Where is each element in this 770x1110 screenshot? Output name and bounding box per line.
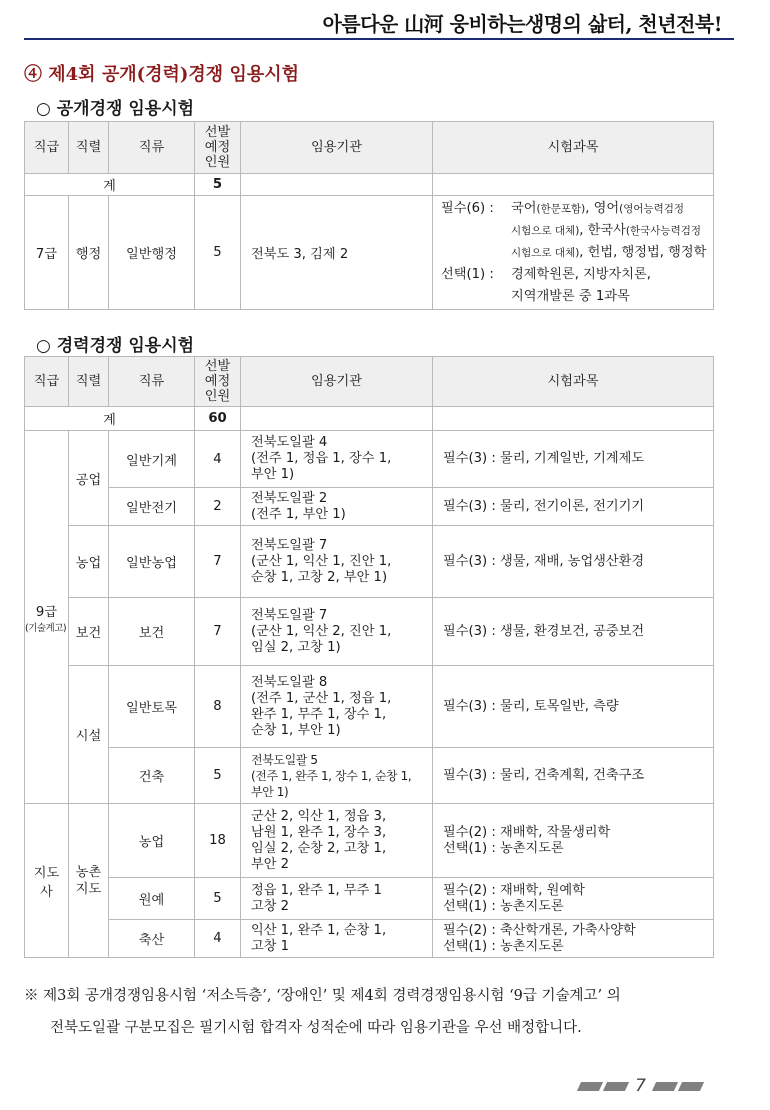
page-number: 7 — [635, 1076, 646, 1096]
subject-text: , 한국사 — [579, 222, 626, 238]
series-cell: 농촌 지도 — [69, 804, 109, 958]
agency-line: (전주 1, 완주 1, 장수 1, 순창 1, — [251, 768, 412, 783]
table-header-row — [25, 122, 714, 174]
agency-line: 익산 1, 완주 1, 순창 1, — [251, 922, 387, 938]
footnote-line: ※ 제3회 공개경쟁임용시험 ‘저소득층’, ‘장애인’ 및 제4회 경력경쟁임용시험 ‘9급 기술계고’ 의 — [24, 988, 621, 1004]
table-row — [25, 920, 714, 958]
quota-cell: 4 — [195, 431, 241, 488]
agency-cell — [241, 598, 433, 666]
header-series: 직렬 — [69, 122, 109, 174]
agency-cell — [241, 488, 433, 526]
quota-cell: 5 — [195, 748, 241, 804]
subjects-cell — [433, 748, 714, 804]
subject-text: 경제학원론, 지방자치론, — [511, 266, 651, 282]
agency-cell: 전북도 3, 김제 2 — [241, 196, 433, 310]
footer-bar-decoration — [678, 1082, 704, 1091]
agency-line: 임실 2, 순창 2, 고창 1, — [251, 840, 387, 856]
optional-label: 선택(1) : — [441, 266, 494, 282]
table-row — [25, 878, 714, 920]
subject-line: 필수(3) : 물리, 건축계획, 건축구조 — [443, 767, 645, 783]
total-value: 60 — [195, 407, 241, 431]
header-quota-line: 선발 — [204, 125, 231, 140]
agency-line: (군산 1, 익산 1, 진안 1, — [251, 553, 392, 569]
subject-line: 필수(3) : 생물, 재배, 농업생산환경 — [443, 553, 645, 569]
agency-line: 전북도일괄 5 — [251, 752, 318, 767]
subject-text: 국어 — [511, 200, 537, 216]
class-cell: 건축 — [109, 748, 195, 804]
subjects-cell — [433, 196, 714, 310]
required-label: 필수(6) : — [441, 200, 494, 216]
class-cell: 원예 — [109, 878, 195, 920]
quota-cell: 8 — [195, 666, 241, 748]
subjects-cell — [433, 878, 714, 920]
subject-text: 지역개발론 중 1과목 — [511, 288, 630, 304]
agency-line: 전북도일괄 8 — [251, 674, 328, 690]
header-rule — [24, 38, 734, 40]
total-value: 5 — [195, 174, 241, 196]
subjects-cell — [433, 804, 714, 878]
agency-line: 전북도일괄 2 — [251, 490, 328, 506]
agency-line: (전주 1, 정읍 1, 장수 1, — [251, 451, 392, 466]
subject-line: 선택(1) : 농촌지도론 — [443, 898, 564, 914]
quota-cell: 7 — [195, 598, 241, 666]
header-subjects: 시험과목 — [433, 357, 714, 407]
class-cell: 농업 — [109, 804, 195, 878]
agency-line: 순창 1, 부안 1) — [251, 722, 341, 738]
subject-note: 시험으로 대체) — [511, 246, 580, 259]
footer-bar-decoration — [652, 1082, 678, 1091]
agency-line: (전주 1, 군산 1, 정읍 1, — [251, 690, 392, 706]
agency-line: 정읍 1, 완주 1, 무주 1 — [251, 882, 382, 898]
career-exam-subtitle: ○ 경력경쟁 임용시험 — [36, 336, 195, 356]
total-row — [25, 407, 714, 431]
subject-line: 필수(3) : 물리, 토목일반, 측량 — [443, 698, 619, 714]
header-agency: 임용기관 — [241, 357, 433, 407]
section-title: ④ 제4회 공개(경력)경쟁 임용시험 — [24, 64, 300, 85]
agency-cell — [241, 748, 433, 804]
table-row — [25, 804, 714, 878]
agency-line: (전주 1, 부안 1) — [251, 506, 346, 522]
agency-cell — [241, 804, 433, 878]
guidance-grade-cell: 지도사 — [25, 804, 69, 958]
table-row — [25, 598, 714, 666]
grade-label: 9급 — [35, 604, 58, 620]
grade-sub-label: (기술계고) — [25, 622, 67, 634]
subject-text: , 영어 — [585, 200, 620, 216]
table-header-row — [25, 357, 714, 407]
class-cell: 일반기계 — [109, 431, 195, 488]
series-cell: 공업 — [69, 431, 109, 526]
subject-line: 필수(2) : 재배학, 작물생리학 — [443, 824, 611, 840]
agency-line: 고창 1 — [251, 938, 290, 954]
series-cell: 농업 — [69, 526, 109, 598]
quota-cell: 5 — [195, 878, 241, 920]
subject-line: 선택(1) : 농촌지도론 — [443, 938, 564, 954]
agency-line: 전북도일괄 7 — [251, 607, 328, 623]
agency-line: 군산 2, 익산 1, 정읍 3, — [251, 808, 387, 824]
career-exam-table — [24, 356, 714, 958]
quota-cell: 7 — [195, 526, 241, 598]
agency-cell — [241, 526, 433, 598]
header-agency: 임용기관 — [241, 122, 433, 174]
agency-line: 완주 1, 무주 1, 장수 1, — [251, 706, 387, 722]
agency-cell — [241, 666, 433, 748]
page-footer — [577, 1076, 704, 1096]
header-quota-line: 예정 — [204, 140, 231, 155]
series-cell: 시설 — [69, 666, 109, 804]
agency-line: 전북도일괄 7 — [251, 537, 328, 553]
agency-line: 부안 1) — [251, 467, 295, 482]
empty-cell — [433, 407, 714, 431]
header-class: 직류 — [109, 357, 195, 407]
table-row — [25, 196, 714, 310]
subjects-cell — [433, 666, 714, 748]
header-quota-line: 선발 — [204, 359, 231, 374]
table-row — [25, 526, 714, 598]
subjects-cell — [433, 598, 714, 666]
series-cell: 행정 — [69, 196, 109, 310]
quota-cell: 2 — [195, 488, 241, 526]
class-cell: 일반전기 — [109, 488, 195, 526]
open-exam-subtitle: ○ 공개경쟁 임용시험 — [36, 99, 195, 119]
footer-bar-decoration — [577, 1082, 603, 1091]
class-cell: 보건 — [109, 598, 195, 666]
footnote — [24, 980, 724, 1044]
table-row — [25, 666, 714, 748]
subject-line: 필수(2) : 재배학, 원예학 — [443, 882, 585, 898]
empty-cell — [241, 174, 433, 196]
header-slogan: 아름다운 山河 웅비하는생명의 삶터, 천년전북! — [322, 12, 722, 36]
footnote-line: 전북도일괄 구분모집은 필기시험 합격자 성적순에 따라 임용기관을 우선 배정합니다. — [50, 1020, 582, 1036]
total-label: 계 — [25, 174, 195, 196]
open-exam-table — [24, 121, 714, 310]
header-grade: 직급 — [25, 357, 69, 407]
table-row — [25, 748, 714, 804]
subject-note: (한국사능력검정 — [625, 224, 702, 237]
subject-line: 필수(2) : 축산학개론, 가축사양학 — [443, 922, 636, 938]
total-row — [25, 174, 714, 196]
subject-text: , 헌법, 행정법, 행정학 — [579, 244, 707, 260]
table-row — [25, 431, 714, 488]
header-grade: 직급 — [25, 122, 69, 174]
footer-bar-decoration — [603, 1082, 629, 1091]
grade-cell — [25, 431, 69, 804]
header-subjects: 시험과목 — [433, 122, 714, 174]
agency-line: (군산 1, 익산 2, 진안 1, — [251, 623, 392, 639]
subjects-cell — [433, 431, 714, 488]
header-quota-line: 인원 — [204, 389, 231, 404]
header-quota-line: 인원 — [204, 155, 231, 170]
subject-note: 시험으로 대체) — [511, 224, 580, 237]
agency-line: 임실 2, 고창 1) — [251, 639, 341, 655]
quota-cell: 4 — [195, 920, 241, 958]
agency-line: 부안 2 — [251, 856, 290, 872]
empty-cell — [241, 407, 433, 431]
agency-line: 순창 1, 고창 2, 부안 1) — [251, 569, 388, 585]
header-quota-line: 예정 — [204, 374, 231, 389]
series-cell: 보건 — [69, 598, 109, 666]
subjects-cell — [433, 920, 714, 958]
header-quota — [195, 357, 241, 407]
subject-line: 필수(3) : 물리, 전기이론, 전기기기 — [443, 498, 645, 514]
class-cell: 일반토목 — [109, 666, 195, 748]
subject-line: 필수(3) : 생물, 환경보건, 공중보건 — [443, 623, 645, 639]
header-quota — [195, 122, 241, 174]
class-cell: 일반행정 — [109, 196, 195, 310]
subject-line: 필수(3) : 물리, 기계일반, 기계제도 — [443, 451, 645, 466]
agency-line: 부안 1) — [251, 784, 289, 799]
agency-cell — [241, 878, 433, 920]
subjects-cell — [433, 488, 714, 526]
agency-line: 남원 1, 완주 1, 장수 3, — [251, 824, 387, 840]
class-cell: 축산 — [109, 920, 195, 958]
table-row — [25, 488, 714, 526]
empty-cell — [433, 174, 714, 196]
grade-cell: 7급 — [25, 196, 69, 310]
quota-cell: 5 — [195, 196, 241, 310]
header-class: 직류 — [109, 122, 195, 174]
quota-cell: 18 — [195, 804, 241, 878]
agency-cell — [241, 431, 433, 488]
agency-cell — [241, 920, 433, 958]
subject-line: 선택(1) : 농촌지도론 — [443, 840, 564, 856]
class-cell: 일반농업 — [109, 526, 195, 598]
agency-line: 전북도일괄 4 — [251, 435, 328, 450]
subject-note: (한문포함) — [536, 202, 586, 215]
subjects-cell — [433, 526, 714, 598]
total-label: 계 — [25, 407, 195, 431]
header-series: 직렬 — [69, 357, 109, 407]
subject-note: (영어능력검정 — [619, 202, 685, 215]
agency-line: 고창 2 — [251, 898, 290, 914]
